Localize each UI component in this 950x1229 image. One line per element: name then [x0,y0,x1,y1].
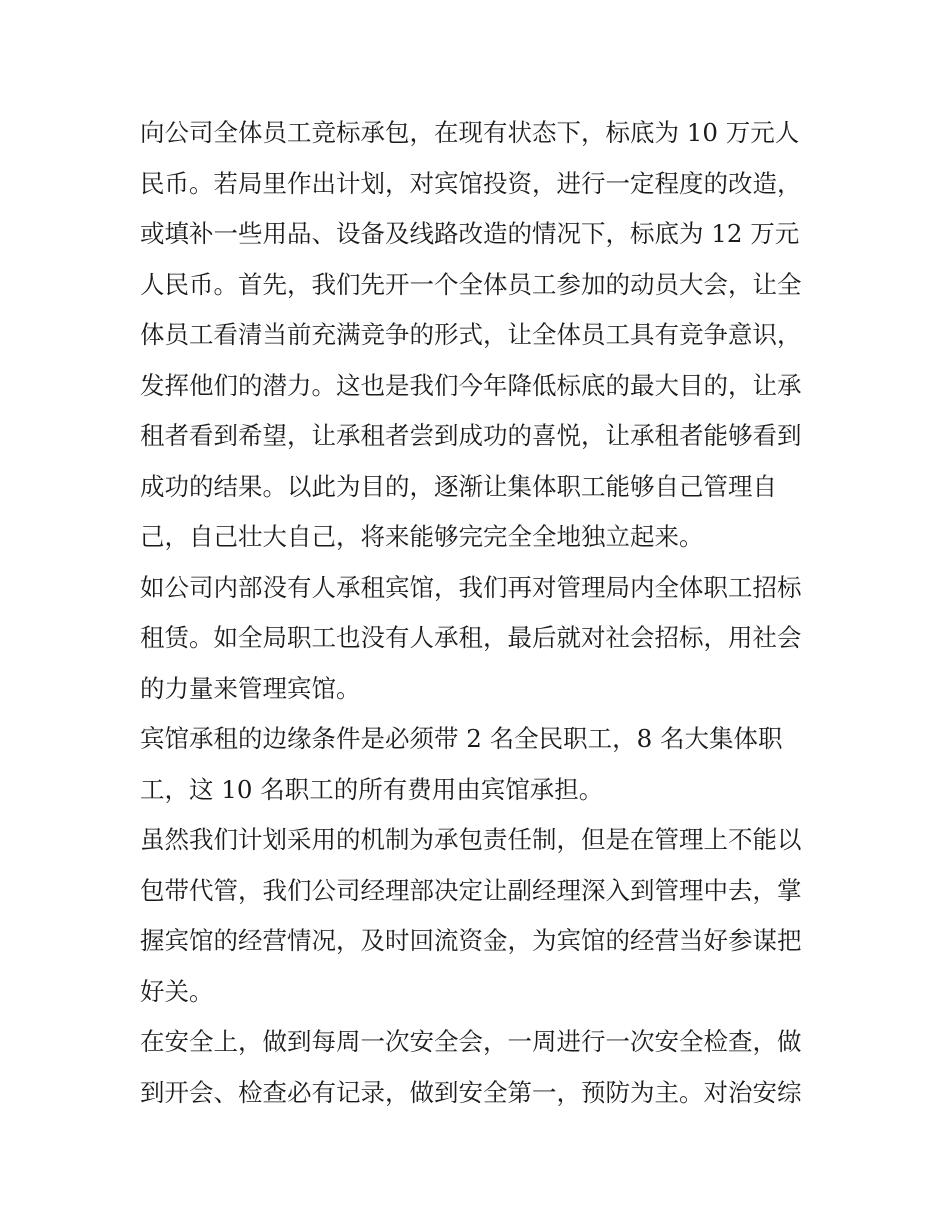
text-line: 宾馆承租的边缘条件是必须带 2 名全民职工，8 名大集体职 [140,724,783,753]
text-line: 民币。若局里作出计划，对宾馆投资，进行一定程度的改造， [140,168,802,198]
text-line: 发挥他们的潜力。这也是我们今年降低标底的最大目的，让承 [140,370,802,400]
text-line: 工，这 10 名职工的所有费用由宾馆承担。 [140,774,604,804]
text-line: 到开会、检查必有记录，做到安全第一，预防为主。对治安综 [140,1077,802,1107]
text-line: 在安全上，做到每周一次安全会，一周进行一次安全检查，做 [140,1027,802,1056]
text-line: 握宾馆的经营情况，及时回流资金，为宾馆的经营当好参谋把 [140,926,802,955]
text-line: 成功的结果。以此为目的，逐渐让集体职工能够自己管理自 [140,471,777,501]
document-body [140,108,812,1118]
text-line: 或填补一些用品、设备及线路改造的情况下，标底为 12 万元 [140,219,800,248]
text-line: 租者看到希望，让承租者尝到成功的喜悦，让承租者能够看到 [140,421,802,450]
text-line: 好关。 [140,976,214,1006]
text-line: 体员工看清当前充满竞争的形式，让全体员工具有竞争意识， [140,320,802,349]
text-line: 的力量来管理宾馆。 [140,673,361,703]
text-line: 租赁。如全局职工也没有人承租，最后就对社会招标，用社会 [140,623,802,652]
text-line: 人民币。首先，我们先开一个全体员工参加的动员大会，让全 [140,269,802,299]
text-line: 包带代管，我们公司经理部决定让副经理深入到管理中去，掌 [140,875,802,905]
text-line: 虽然我们计划采用的机制为承包责任制，但是在管理上不能以 [140,825,802,854]
text-line: 向公司全体员工竞标承包，在现有状态下，标底为 10 万元人 [140,118,800,147]
text-line: 己，自己壮大自己，将来能够完完全全地独立起来。 [140,522,704,551]
text-line: 如公司内部没有人承租宾馆，我们再对管理局内全体职工招标 [140,572,802,602]
